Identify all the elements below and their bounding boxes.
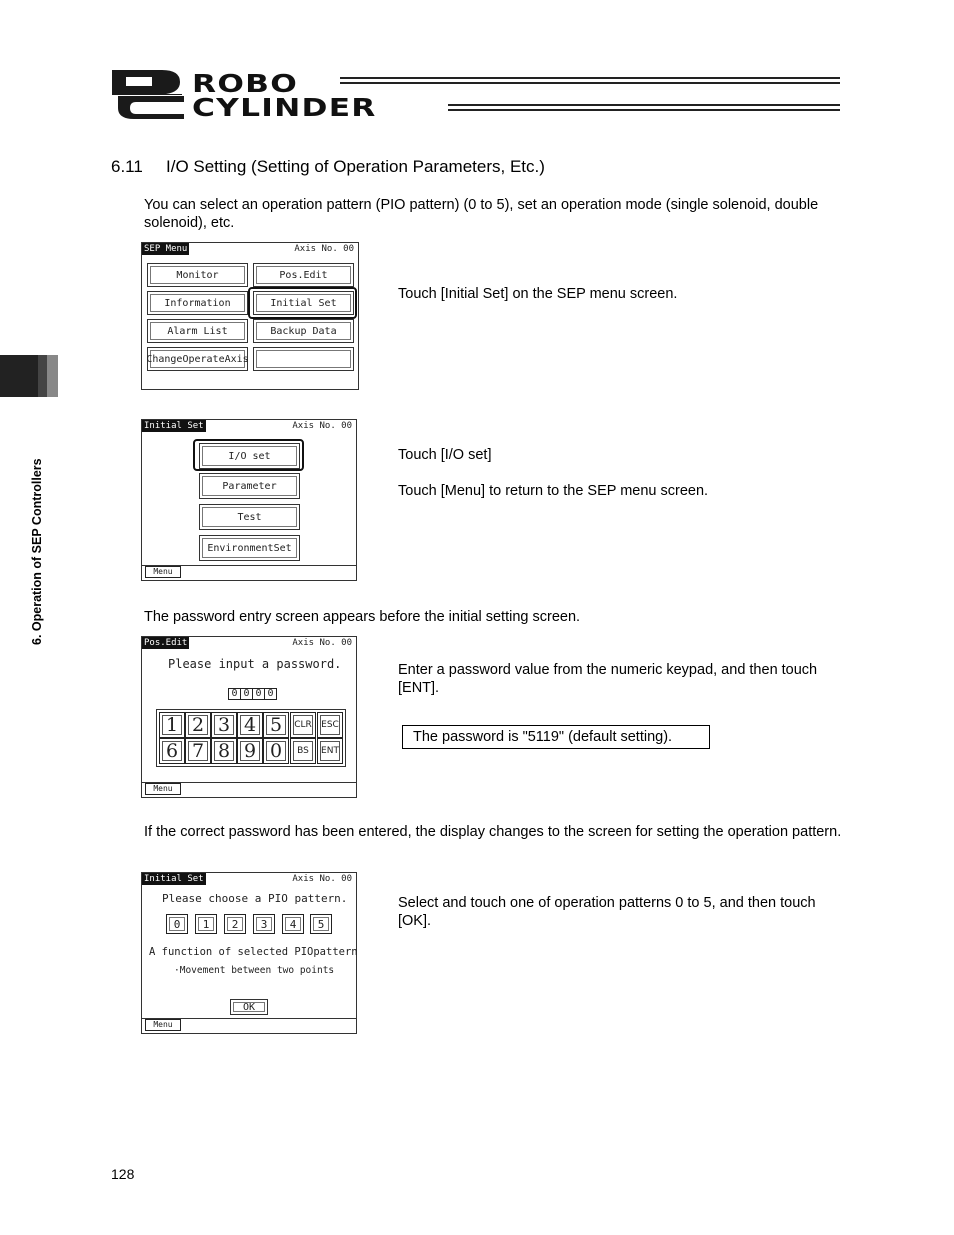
header-rule-bottom xyxy=(448,104,840,111)
pio-pattern-2[interactable]: 2 xyxy=(224,914,246,934)
axis-label: Axis No. 00 xyxy=(292,638,352,648)
side-tab-block-mid xyxy=(38,355,47,397)
password-intro: The password entry screen appears before the initial setting screen. xyxy=(144,609,581,625)
screen-title: Pos.Edit xyxy=(144,638,188,648)
pio-pattern-3[interactable]: 3 xyxy=(253,914,275,934)
key-7[interactable]: 7 xyxy=(185,738,211,764)
io-set-button[interactable]: I/O set xyxy=(199,443,300,469)
page-number: 128 xyxy=(111,1166,135,1182)
screen3-description: Enter a password value from the numeric keypad, and then touch [ENT]. xyxy=(398,662,818,696)
pio-function-desc: ·Movement between two points xyxy=(174,965,335,976)
password-digit: 0 xyxy=(240,688,253,700)
screen2-description-1: Touch [I/O set] xyxy=(398,447,492,463)
axis-label: Axis No. 00 xyxy=(292,874,352,884)
side-tab-block xyxy=(0,355,38,397)
sep-menu-screen xyxy=(141,242,359,390)
password-digit: 0 xyxy=(228,688,241,700)
screen2-description-2: Touch [Menu] to return to the SEP menu screen. xyxy=(398,483,709,499)
key-6[interactable]: 6 xyxy=(159,738,185,764)
menu-button[interactable]: Menu xyxy=(145,1019,181,1031)
backup-data-button[interactable]: Backup Data xyxy=(253,319,354,343)
key-clr[interactable]: CLR xyxy=(290,712,316,738)
screen1-description: Touch [Initial Set] on the SEP menu screen. xyxy=(398,286,678,302)
ok-button[interactable]: OK xyxy=(230,999,268,1015)
robo-cylinder-logo xyxy=(110,68,440,120)
screen4-description: Select and touch one of operation patterns 0 to 5, and then touch [OK]. xyxy=(398,895,816,929)
side-tab-label: 6. Operation of SEP Controllers xyxy=(30,458,44,645)
rc-logo-mark xyxy=(110,68,186,120)
highlight-initial-set xyxy=(248,287,357,319)
screen-title: SEP Menu xyxy=(144,244,188,254)
password-note: The password is "5119" (default setting). xyxy=(402,725,710,749)
intro-paragraph: You can select an operation pattern (PIO pattern) (0 to 5), set an operation mode (single solenoid, double solenoid), etc. xyxy=(144,197,819,231)
key-esc[interactable]: ESC xyxy=(317,712,343,738)
pattern-intro: If the correct password has been entered, the display changes to the screen for setting the operation pattern. xyxy=(144,824,842,840)
pio-prompt: Please choose a PIO pattern. xyxy=(162,892,348,905)
key-ent[interactable]: ENT xyxy=(317,738,343,764)
pio-function-label: A function of selected PIOpattern xyxy=(149,946,358,958)
password-prompt: Please input a password. xyxy=(168,657,342,671)
initial-set-screen xyxy=(141,419,357,581)
key-8[interactable]: 8 xyxy=(211,738,237,764)
header-rule-top xyxy=(340,77,840,84)
menu-button[interactable]: Menu xyxy=(145,783,181,795)
initial-set-button[interactable]: Initial Set xyxy=(253,291,354,315)
alarm-list-button[interactable]: Alarm List xyxy=(147,319,248,343)
pio-pattern-4[interactable]: 4 xyxy=(282,914,304,934)
information-button[interactable]: Information xyxy=(147,291,248,315)
key-bs[interactable]: BS xyxy=(290,738,316,764)
pio-pattern-screen xyxy=(141,872,357,1034)
password-digit: 0 xyxy=(264,688,277,700)
test-button[interactable]: Test xyxy=(199,504,300,530)
side-tab-block-light xyxy=(47,355,58,397)
section-heading: I/O Setting (Setting of Operation Parameters, Etc.) xyxy=(166,157,545,176)
logo-word-cylinder: CYLINDER xyxy=(192,93,377,122)
change-operate-axis-button[interactable]: ChangeOperateAxis xyxy=(147,347,248,371)
pio-pattern-5[interactable]: 5 xyxy=(310,914,332,934)
pos-edit-button[interactable]: Pos.Edit xyxy=(253,263,354,287)
pio-pattern-0[interactable]: 0 xyxy=(166,914,188,934)
key-5[interactable]: 5 xyxy=(263,712,289,738)
axis-label: Axis No. 00 xyxy=(294,244,354,254)
screen-title: Initial Set xyxy=(144,421,204,431)
key-3[interactable]: 3 xyxy=(211,712,237,738)
section-number: 6.11 xyxy=(111,157,143,176)
logo-word-robo: ROBO xyxy=(192,69,299,98)
password-digit: 0 xyxy=(252,688,265,700)
screen-title: Initial Set xyxy=(144,874,204,884)
axis-label: Axis No. 00 xyxy=(292,421,352,431)
menu-button[interactable]: Menu xyxy=(145,566,181,578)
empty-button[interactable] xyxy=(253,347,354,371)
key-2[interactable]: 2 xyxy=(185,712,211,738)
key-0[interactable]: 0 xyxy=(263,738,289,764)
section-title xyxy=(111,157,545,177)
environment-set-button[interactable]: EnvironmentSet xyxy=(199,535,300,561)
monitor-button[interactable]: Monitor xyxy=(147,263,248,287)
highlight-io-set xyxy=(193,439,304,471)
password-screen xyxy=(141,636,357,798)
pio-pattern-1[interactable]: 1 xyxy=(195,914,217,934)
key-1[interactable]: 1 xyxy=(159,712,185,738)
key-9[interactable]: 9 xyxy=(237,738,263,764)
key-4[interactable]: 4 xyxy=(237,712,263,738)
parameter-button[interactable]: Parameter xyxy=(199,473,300,499)
